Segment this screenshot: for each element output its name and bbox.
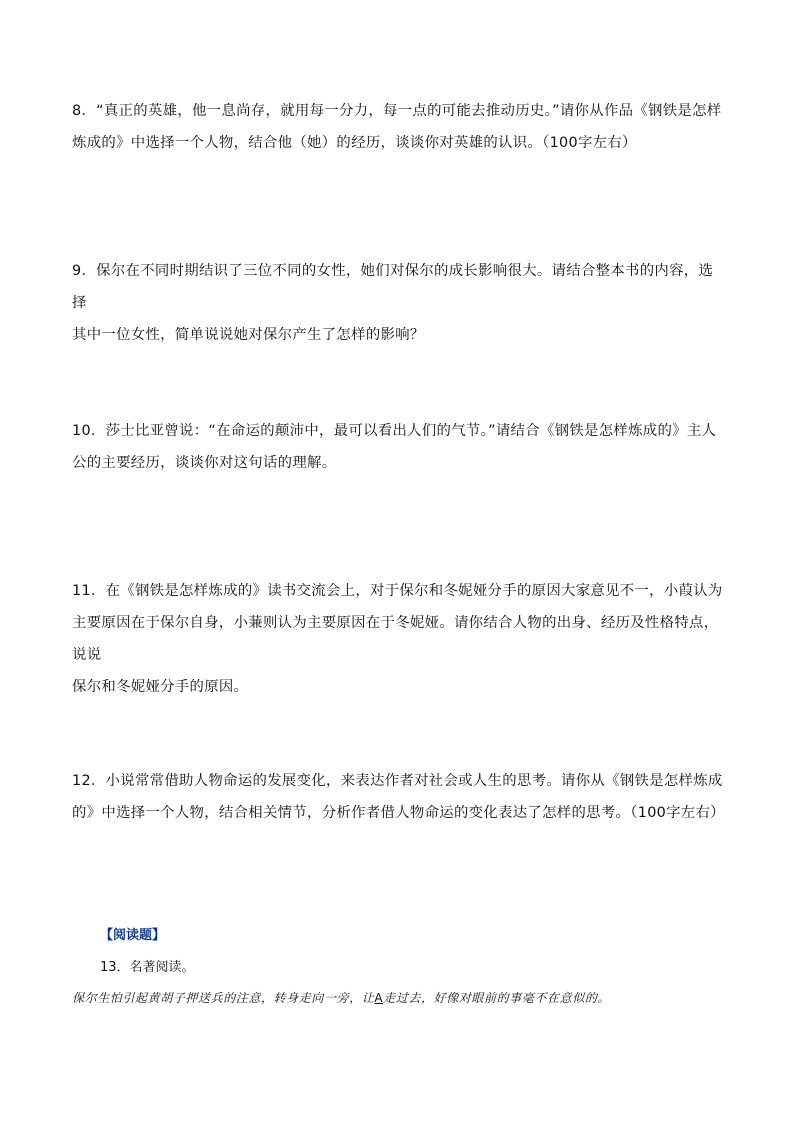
- question-10: [72, 415, 724, 479]
- question-11-line-1: 11．在《钢铁是怎样炼成的》读书交流会上，对于保尔和冬妮娅分手的原因大家意见不一，小葭认为: [72, 583, 723, 599]
- question-12-line-2: 的》中选择一个人物，结合相关情节，分析作者借人物命运的变化表达了怎样的思考。（100字左右）: [72, 805, 725, 821]
- question-8: [72, 95, 724, 159]
- question-10-line-2: 公的主要经历，谈谈你对这句话的理解。: [72, 455, 337, 471]
- passage-text-after: 走过去，好像对眼前的事毫不在意似的。: [383, 991, 611, 1005]
- question-9-line-1: 9．保尔在不同时期结识了三位不同的女性，她们对保尔的成长影响很大。请结合整本书的内容，选择: [72, 263, 714, 311]
- question-8-line-1: 8．“真正的英雄，他一息尚存，就用每一分力，每一点的可能去推动历史。”请你从作品《钢铁是怎样: [72, 103, 722, 119]
- question-11: [72, 575, 724, 703]
- passage-blank-a: A: [374, 991, 384, 1005]
- question-9-line-2: 其中一位女性，简单说说她对保尔产生了怎样的影响？: [72, 327, 425, 343]
- question-11-line-2: 主要原因在于保尔自身，小蒹则认为主要原因在于冬妮娅。请你结合人物的出身、经历及性格特点，说说: [72, 615, 719, 663]
- question-12-line-1: 12．小说常常借助人物命运的发展变化，来表达作者对社会或人生的思考。请你从《钢铁是怎样炼成: [72, 773, 723, 789]
- question-8-line-2: 炼成的》中选择一个人物，结合他（她）的经历，谈谈你对英雄的认识。（100字左右）: [72, 135, 637, 151]
- question-12: [72, 765, 724, 829]
- question-11-line-3: 保尔和冬妮娅分手的原因。: [72, 679, 249, 695]
- section-heading: 【阅读题】: [100, 928, 166, 943]
- question-13-label: 13．名著阅读。: [100, 960, 195, 975]
- question-10-line-1: 10．莎士比亚曾说：“在命运的颠沛中，最可以看出人们的气节。”请结合《钢铁是怎样炼成的》主人: [72, 423, 717, 439]
- reading-passage: [72, 989, 732, 1006]
- passage-text-before: 保尔生怕引起黄胡子押送兵的注意，转身走向一旁，让: [72, 991, 375, 1005]
- question-9: [72, 255, 724, 351]
